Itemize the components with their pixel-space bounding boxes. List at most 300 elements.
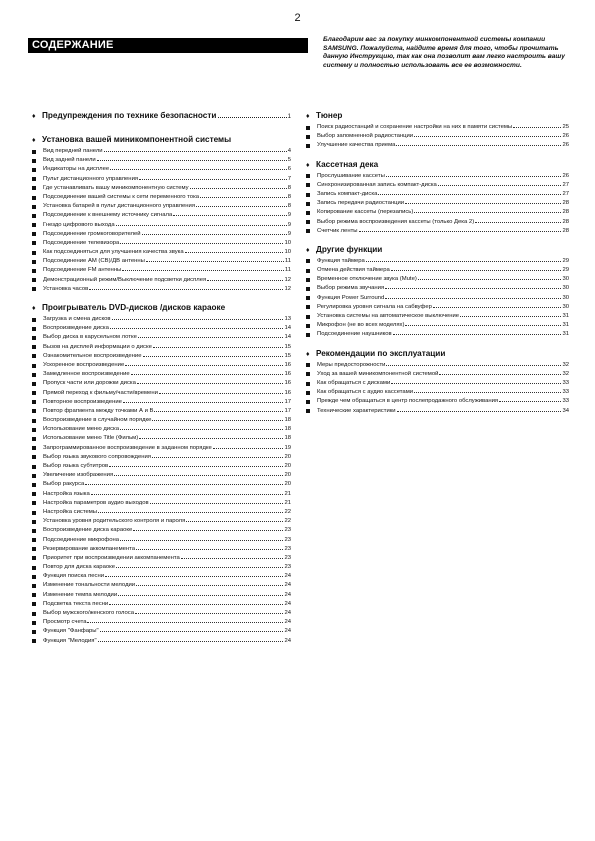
toc-entry[interactable] [32, 249, 291, 258]
dot-leader [114, 475, 283, 476]
entry-text: Воспроизведение диска караоке [43, 527, 133, 534]
entry-text: Воспроизведение диска [43, 325, 109, 332]
entry-body [43, 426, 291, 434]
toc-entry[interactable] [32, 399, 291, 408]
dot-leader [135, 613, 283, 614]
entry-text: Ознакомительное воспроизведение [43, 352, 142, 359]
toc-section [32, 110, 291, 123]
entry-page: 20 [284, 453, 291, 460]
toc-entry[interactable] [306, 408, 569, 417]
square-bullet-icon [306, 398, 317, 407]
dot-leader [391, 383, 561, 384]
dot-leader [499, 401, 561, 402]
entry-text: Как обращаться с дисками [317, 379, 391, 386]
toc-entry[interactable] [306, 173, 569, 182]
dot-leader [393, 334, 562, 335]
toc-entry[interactable] [32, 166, 291, 175]
dot-leader [200, 197, 287, 198]
toc-entry[interactable] [306, 276, 569, 285]
dot-leader [136, 585, 283, 586]
toc-entry[interactable] [32, 463, 291, 472]
entry-body [317, 285, 569, 293]
toc-entry[interactable] [32, 390, 291, 399]
entry-page: 17 [284, 398, 291, 405]
entry-page: 30 [562, 303, 569, 310]
entry-body [43, 509, 291, 517]
entry-body [43, 546, 291, 554]
toc-entry[interactable] [32, 353, 291, 362]
toc-entry[interactable] [32, 527, 291, 536]
entry-text: Просмотр счета [43, 619, 87, 626]
entry-body [317, 258, 569, 266]
entry-text: Выбор языка звукового сопровождения [43, 453, 151, 460]
square-bullet-icon [32, 537, 43, 546]
square-bullet-icon [32, 463, 43, 472]
dot-leader [146, 261, 284, 262]
square-bullet-icon [32, 426, 43, 435]
toc-entry[interactable] [306, 285, 569, 294]
toc-entry[interactable] [32, 582, 291, 591]
toc-entry[interactable] [306, 304, 569, 313]
entry-body [43, 610, 291, 618]
square-bullet-icon [32, 344, 43, 353]
entry-text: Подсветка текста песни [43, 600, 109, 607]
toc-entry[interactable] [32, 316, 291, 325]
entry-body [317, 313, 569, 321]
entry-text: Прямой переход к фильму/части/времени [43, 389, 158, 396]
entry-text: Временное отключение звука (Mute) [317, 276, 417, 283]
toc-entries [306, 362, 569, 417]
toc-entry[interactable] [32, 231, 291, 240]
toc-entry[interactable] [32, 203, 291, 212]
entry-text: Запрограммированное воспроизведение в заданном порядке [43, 444, 212, 451]
square-bullet-icon [306, 228, 317, 237]
toc-section [32, 134, 291, 295]
toc-entry[interactable] [32, 222, 291, 231]
toc-entry[interactable] [32, 212, 291, 221]
toc-entry[interactable] [32, 157, 291, 166]
entry-body [43, 564, 291, 572]
toc-entry[interactable] [306, 200, 569, 209]
entry-body [43, 249, 291, 257]
toc-entry[interactable] [32, 148, 291, 157]
square-bullet-icon [32, 231, 43, 240]
toc-section [306, 159, 569, 237]
entry-text: Регулировка уровня сигнала на сабвуфер [317, 303, 432, 310]
entry-body [317, 173, 569, 181]
toc-section [306, 244, 569, 341]
entry-text: Технические характеристики [317, 407, 396, 414]
entry-page: 24 [284, 582, 291, 589]
entry-text: Увеличение изображения [43, 472, 114, 479]
toc-entry[interactable] [32, 417, 291, 426]
square-bullet-icon [32, 472, 43, 481]
square-bullet-icon [32, 325, 43, 334]
entry-text: Повтор фрагмента между точками А и В [43, 407, 154, 414]
toc-entry[interactable] [306, 219, 569, 228]
dot-leader [105, 576, 283, 577]
dot-leader [120, 429, 283, 430]
entry-page: 18 [284, 417, 291, 424]
square-bullet-icon [306, 191, 317, 200]
square-bullet-icon [306, 133, 317, 142]
toc-entry[interactable] [306, 398, 569, 407]
toc-entry[interactable] [32, 546, 291, 555]
toc-entry[interactable] [32, 445, 291, 454]
toc-entry[interactable] [32, 267, 291, 276]
toc-entry[interactable] [32, 610, 291, 619]
toc-entry[interactable] [32, 344, 291, 353]
entry-body [317, 371, 569, 379]
dot-leader [218, 117, 286, 118]
diamond-icon: ♦ [306, 113, 310, 120]
dot-leader [475, 222, 561, 223]
square-bullet-icon [32, 509, 43, 518]
entry-body [43, 491, 291, 499]
entry-body [43, 240, 291, 248]
entry-body [317, 398, 569, 406]
toc-entry[interactable] [32, 380, 291, 389]
square-bullet-icon [32, 417, 43, 426]
dot-leader [378, 194, 561, 195]
toc-entry[interactable] [32, 500, 291, 509]
entry-body [43, 500, 291, 508]
diamond-icon: ♦ [306, 161, 310, 169]
square-bullet-icon [32, 601, 43, 610]
entry-page: 15 [284, 352, 291, 359]
toc-entry[interactable] [32, 258, 291, 267]
entry-page: 17 [284, 407, 291, 414]
square-bullet-icon [306, 295, 317, 304]
toc-entry[interactable] [306, 182, 569, 191]
toc-entry[interactable] [32, 185, 291, 194]
entry-page: 23 [284, 554, 291, 561]
entry-body [43, 277, 291, 285]
dot-leader [414, 136, 561, 137]
entry-text: Индикаторы на дисплее [43, 166, 110, 173]
entry-body [317, 124, 569, 132]
section-heading[interactable] [32, 302, 291, 314]
entry-body [43, 435, 291, 443]
entry-body [43, 573, 291, 581]
section-heading[interactable] [32, 134, 291, 146]
entry-page: 14 [284, 325, 291, 332]
entry-body [43, 454, 291, 462]
square-bullet-icon [32, 399, 43, 408]
dot-leader [133, 530, 283, 531]
square-bullet-icon [32, 286, 43, 295]
entry-body [317, 182, 569, 190]
entry-page: 16 [284, 380, 291, 387]
square-bullet-icon [306, 380, 317, 389]
toc-entry[interactable] [32, 628, 291, 637]
dot-leader [109, 604, 283, 605]
toc-entry[interactable] [32, 537, 291, 546]
dot-leader [123, 402, 284, 403]
entry-body [43, 472, 291, 480]
entry-body [43, 176, 291, 184]
entry-body [317, 389, 569, 397]
section-title: Тюнер [316, 111, 343, 120]
square-bullet-icon [32, 258, 43, 267]
entry-body [43, 619, 291, 627]
entry-body [43, 286, 291, 294]
toc-entry[interactable] [32, 491, 291, 500]
toc-entry[interactable] [32, 481, 291, 490]
entry-text: Пропуск части или дорожки диска [43, 380, 136, 387]
toc-entry[interactable] [306, 228, 569, 237]
entry-page: 16 [284, 371, 291, 378]
square-bullet-icon [306, 362, 317, 371]
dot-leader [131, 374, 284, 375]
toc-entry[interactable] [306, 389, 569, 398]
entry-page: 14 [284, 334, 291, 341]
square-bullet-icon [32, 435, 43, 444]
toc-entry[interactable] [32, 334, 291, 343]
entry-page: 7 [287, 175, 291, 182]
dot-leader [116, 225, 287, 226]
entry-page: 8 [287, 203, 291, 210]
section-heading[interactable] [306, 110, 569, 122]
dot-leader [122, 270, 284, 271]
toc-entry[interactable] [306, 267, 569, 276]
diamond-icon: ♦ [32, 305, 36, 312]
square-bullet-icon [306, 173, 317, 182]
section-heading[interactable] [32, 110, 291, 123]
toc-entry[interactable] [32, 176, 291, 185]
dot-leader [405, 203, 561, 204]
entry-text: Запись передачи радиостанции [317, 200, 405, 207]
square-bullet-icon [306, 182, 317, 191]
entry-page: 23 [284, 564, 291, 571]
entry-text: Синхронизированная запись компакт-диска [317, 181, 437, 188]
entry-body [43, 334, 291, 342]
toc-entry[interactable] [32, 619, 291, 628]
dot-leader [138, 337, 284, 338]
square-bullet-icon [32, 334, 43, 343]
page-ref: 1 [287, 114, 291, 120]
toc-entry[interactable] [32, 564, 291, 573]
entry-body [317, 304, 569, 312]
entry-page: 24 [284, 573, 291, 580]
square-bullet-icon [32, 166, 43, 175]
square-bullet-icon [32, 148, 43, 157]
section-heading[interactable] [306, 244, 569, 256]
square-bullet-icon [306, 219, 317, 228]
entry-text: Функция "Фанфары" [43, 628, 99, 635]
toc-section [306, 348, 569, 417]
toc-entry[interactable] [306, 295, 569, 304]
entry-body [317, 322, 569, 330]
square-bullet-icon [306, 389, 317, 398]
toc-entry[interactable] [306, 142, 569, 151]
toc-entry[interactable] [306, 362, 569, 371]
entry-body [317, 133, 569, 141]
entry-page: 30 [562, 294, 569, 301]
toc-entry[interactable] [306, 209, 569, 218]
entry-text: Функция Power Surround [317, 294, 385, 301]
dot-leader [89, 289, 283, 290]
toc-entry[interactable] [32, 592, 291, 601]
toc-entry[interactable] [32, 408, 291, 417]
toc-entry[interactable] [32, 472, 291, 481]
entry-page: 29 [562, 267, 569, 274]
entry-page: 30 [562, 276, 569, 283]
square-bullet-icon [306, 371, 317, 380]
entry-page: 19 [284, 444, 291, 451]
toc-entries [32, 148, 291, 295]
square-bullet-icon [32, 408, 43, 417]
entry-body [43, 638, 291, 646]
entry-page: 31 [562, 322, 569, 329]
square-bullet-icon [32, 390, 43, 399]
entry-body [43, 481, 291, 489]
square-bullet-icon [32, 491, 43, 500]
entry-page: 33 [562, 379, 569, 386]
toc-entry[interactable] [306, 313, 569, 322]
toc-entry[interactable] [32, 518, 291, 527]
entry-body [43, 353, 291, 361]
entry-text: Вид задней панели [43, 157, 96, 164]
entry-text: Поиск радиостанций и сохранение настройки на них в памяти системы [317, 124, 513, 130]
dot-leader [100, 631, 284, 632]
entry-text: Изменение темпа мелодии [43, 591, 118, 598]
entry-body [317, 228, 569, 236]
entry-body [43, 399, 291, 407]
square-bullet-icon [32, 573, 43, 582]
toc-entry[interactable] [32, 194, 291, 203]
dot-leader [460, 316, 561, 317]
dot-leader [439, 374, 561, 375]
entry-text: Загрузка и смена дисков [43, 316, 111, 322]
dot-leader [152, 420, 283, 421]
toc-entry[interactable] [32, 601, 291, 610]
intro-text: Благодарим вас за покупку минкомпонентной системы компании SAMSUNG. Пожалуйста, найдите время для того, чтобы прочитать данную Инструкцию, так как она позволит вам легко настроить вашу систему и полностью использовать все ее возможности. [323, 36, 565, 69]
dot-leader [85, 484, 283, 485]
toc-entry[interactable] [306, 258, 569, 267]
toc-entry[interactable] [306, 380, 569, 389]
section-title: Рекомендации по эксплуатации [316, 348, 446, 358]
dot-leader [359, 231, 562, 232]
dot-leader [110, 328, 284, 329]
dot-leader [136, 549, 283, 550]
square-bullet-icon [32, 454, 43, 463]
toc-entry[interactable] [306, 124, 569, 133]
entry-body [317, 219, 569, 227]
dot-leader [143, 356, 284, 357]
toc-entry[interactable] [32, 240, 291, 249]
square-bullet-icon [32, 277, 43, 286]
page-number: 2 [294, 12, 301, 24]
entry-page: 33 [562, 398, 569, 405]
entry-body [43, 417, 291, 425]
entry-page: 10 [284, 249, 291, 256]
entry-page: 5 [287, 157, 291, 164]
entry-text: Выбор языка субтитров [43, 463, 109, 469]
section-title: Проигрыватель DVD-дисков /дисков караоке [42, 303, 226, 312]
toc-entry[interactable] [32, 509, 291, 518]
dot-leader [87, 622, 283, 623]
section-heading[interactable] [306, 348, 569, 360]
dot-leader [159, 393, 284, 394]
toc-entry[interactable] [32, 325, 291, 334]
entry-body [43, 258, 291, 266]
toc-entry[interactable] [32, 362, 291, 371]
square-bullet-icon [306, 200, 317, 209]
entry-body [43, 445, 291, 453]
entry-text: Пульт дистанционного управления [43, 175, 139, 182]
dot-leader [91, 494, 284, 495]
section-title: Другие функции [316, 244, 383, 254]
entry-page: 33 [562, 389, 569, 396]
toc-entry[interactable] [32, 555, 291, 564]
entry-text: Ускоренное воспроизведение [43, 361, 125, 368]
square-bullet-icon [32, 546, 43, 555]
toc-entry[interactable] [32, 426, 291, 435]
entry-text: Повтор для диска караоке [43, 564, 116, 571]
toc-entry[interactable] [306, 133, 569, 142]
toc-entry[interactable] [32, 371, 291, 380]
square-bullet-icon [32, 267, 43, 276]
dot-leader [213, 448, 284, 449]
entry-text: Использование меню Title (Фильм) [43, 435, 139, 442]
entry-page: 26 [562, 133, 569, 140]
dot-leader [109, 466, 283, 467]
toc-entry[interactable] [32, 573, 291, 582]
toc-entry[interactable] [306, 191, 569, 200]
entry-text: Повторное воспроизведение [43, 398, 122, 405]
toc-entries [306, 258, 569, 341]
square-bullet-icon [32, 638, 43, 647]
square-bullet-icon [32, 249, 43, 258]
toc-entry[interactable] [306, 371, 569, 380]
toc-entry[interactable] [306, 322, 569, 331]
section-heading[interactable] [306, 159, 569, 171]
dot-leader [152, 457, 283, 458]
entry-text: Подсоединение микрофона [43, 536, 120, 543]
entry-text: Замедленное воспроизведение [43, 371, 130, 378]
square-bullet-icon [32, 203, 43, 212]
entry-body [317, 331, 569, 339]
square-bullet-icon [32, 592, 43, 601]
entry-page: 32 [562, 361, 569, 368]
entry-body [317, 362, 569, 370]
square-bullet-icon [32, 185, 43, 194]
toc-entry[interactable] [32, 454, 291, 463]
toc-entry[interactable] [32, 638, 291, 647]
entry-text: Установка системы на автоматическое выключение [317, 313, 460, 319]
dot-leader [405, 325, 561, 326]
toc-left-column [32, 110, 291, 654]
entry-body [43, 537, 291, 545]
dot-leader [118, 595, 283, 596]
toc-entry[interactable] [32, 435, 291, 444]
entry-page: 25 [562, 124, 569, 130]
entry-body [317, 200, 569, 208]
square-bullet-icon [32, 176, 43, 185]
dot-leader [397, 411, 562, 412]
entry-page: 24 [284, 619, 291, 626]
toc-entry[interactable] [32, 286, 291, 295]
dot-leader [98, 512, 283, 513]
section-title: Предупреждения по технике безопасности [42, 111, 217, 120]
entry-page: 28 [562, 227, 569, 234]
entry-text: Настройка системы [43, 508, 98, 515]
toc-entry[interactable] [32, 277, 291, 286]
entry-text: Функция "Мелодия" [43, 637, 97, 644]
entry-body [43, 148, 291, 156]
toc-entry[interactable] [306, 331, 569, 340]
